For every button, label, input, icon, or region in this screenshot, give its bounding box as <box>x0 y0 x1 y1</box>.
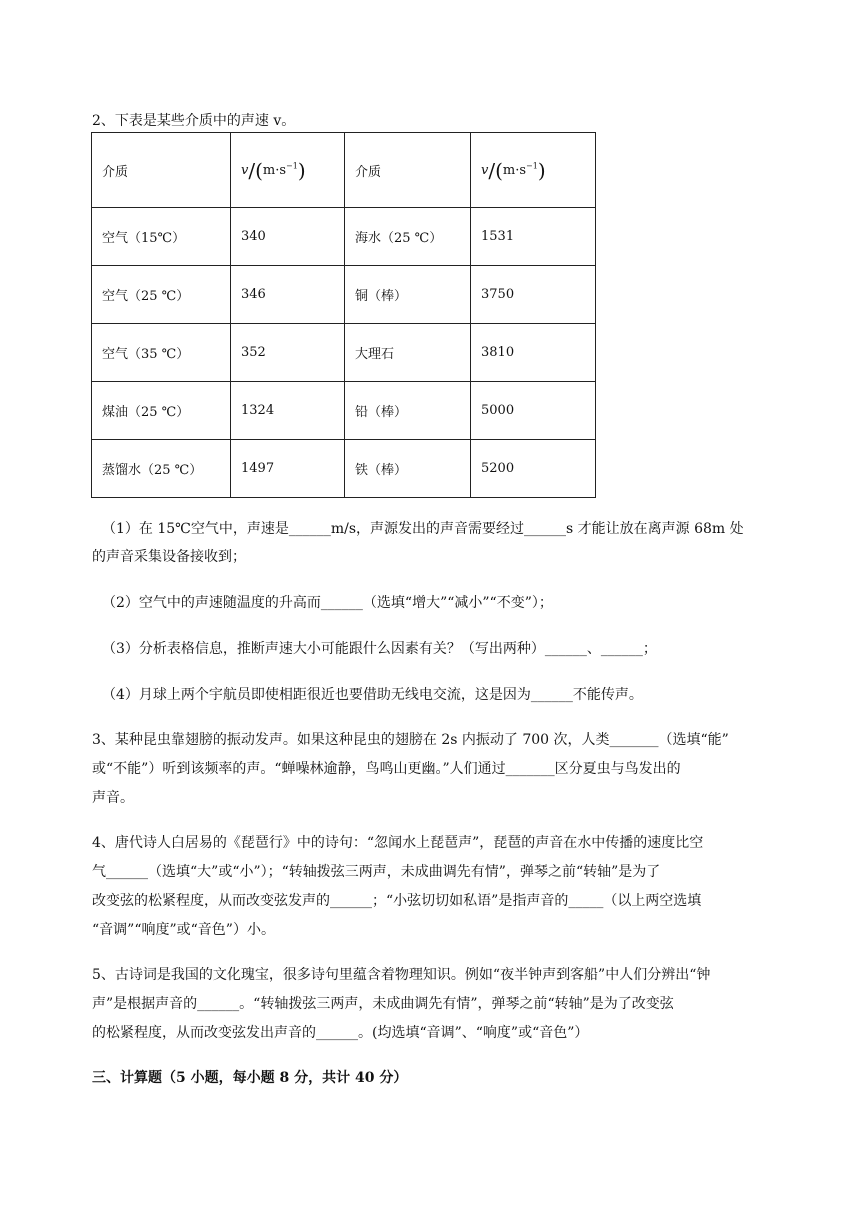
cell-speed: 1324 <box>231 382 345 440</box>
cell-speed: 3810 <box>471 324 596 382</box>
cell-speed: 1497 <box>231 440 345 498</box>
q2-sub4: （4）月球上两个宇航员即使相距很近也要借助无线电交流，这是因为______不能传声。 <box>102 687 643 703</box>
header-speed-2: $v/(m\cdot s^{-1})$ <box>471 133 596 208</box>
header-medium-1: 介质 <box>92 133 231 208</box>
q3-line3: 声音。 <box>92 790 134 806</box>
table-row <box>92 440 596 498</box>
q2-sub2: （2）空气中的声速随温度的升高而______（选填“增大”“减小”“不变”）； <box>102 595 553 611</box>
q2-sub1-line1: （1）在 15℃空气中，声速是______m/s，声源发出的声音需要经过______s 才能让放在离声源 68m 处 <box>102 521 744 537</box>
cell-medium: 蒸馏水（25 ℃） <box>92 440 231 498</box>
cell-speed: 3750 <box>471 266 596 324</box>
cell-medium: 煤油（25 ℃） <box>92 382 231 440</box>
q2-intro: 2、下表是某些介质中的声速 v。 <box>92 113 296 129</box>
cell-speed: 5000 <box>471 382 596 440</box>
q3-line2: 或“不能”）听到该频率的声。“蝉噪林逾静，鸟鸣山更幽。”人们通过_______区分夏虫与鸟发出的 <box>92 761 681 777</box>
cell-speed: 5200 <box>471 440 596 498</box>
sound-speed-table <box>91 132 596 498</box>
q4-line1: 4、唐代诗人白居易的《琵琶行》中的诗句：“忽闻水上琵琶声”，琵琶的声音在水中传播的速度比空 <box>92 835 704 851</box>
table-header-row <box>92 133 596 208</box>
cell-speed: 340 <box>231 208 345 266</box>
section-title-calculation: 三、计算题（5 小题，每小题 8 分，共计 40 分） <box>92 1070 408 1086</box>
header-speed-1: $v/(m\cdot s^{-1})$ <box>231 133 345 208</box>
q5-line1: 5、古诗词是我国的文化瑰宝，很多诗句里蕴含着物理知识。例如“夜半钟声到客船”中人们分辨出“钟 <box>92 967 711 983</box>
cell-medium: 海水（25 ℃） <box>345 208 471 266</box>
cell-medium: 空气（15℃） <box>92 208 231 266</box>
table-row <box>92 266 596 324</box>
q4-line2: 气______（选填“大”或“小”）；“转轴拨弦三两声，未成曲调先有情”，弹琴之前“转轴”是为了 <box>92 864 661 880</box>
cell-speed: 1531 <box>471 208 596 266</box>
table-row <box>92 382 596 440</box>
q2-sub3: （3）分析表格信息，推断声速大小可能跟什么因素有关？（写出两种）______、______； <box>102 641 657 657</box>
cell-medium: 大理石 <box>345 324 471 382</box>
q4-line3: 改变弦的松紧程度，从而改变弦发声的______；“小弦切切如私语”是指声音的_____（以上两空选填 <box>92 893 702 909</box>
cell-medium: 铅（棒） <box>345 382 471 440</box>
header-medium-2: 介质 <box>345 133 471 208</box>
q3-line1: 3、某种昆虫靠翅膀的振动发声。如果这种昆虫的翅膀在 2s 内振动了 700 次，人类_______（选填“能” <box>92 732 729 748</box>
q5-line3: 的松紧程度，从而改变弦发出声音的______。(均选填“音调”、“响度”或“音色”） <box>92 1025 589 1041</box>
table-row <box>92 324 596 382</box>
cell-medium: 铜（棒） <box>345 266 471 324</box>
q5-line2: 声”是根据声音的______。“转轴拨弦三两声，未成曲调先有情”，弹琴之前“转轴”是为了改变弦 <box>92 996 674 1012</box>
q2-sub1-line2: 的声音采集设备接收到； <box>92 549 246 565</box>
cell-medium: 铁（棒） <box>345 440 471 498</box>
cell-medium: 空气（35 ℃） <box>92 324 231 382</box>
cell-speed: 352 <box>231 324 345 382</box>
table-row <box>92 208 596 266</box>
cell-speed: 346 <box>231 266 345 324</box>
q4-line4: “音调”“响度”或“音色”）小。 <box>92 922 275 938</box>
cell-medium: 空气（25 ℃） <box>92 266 231 324</box>
